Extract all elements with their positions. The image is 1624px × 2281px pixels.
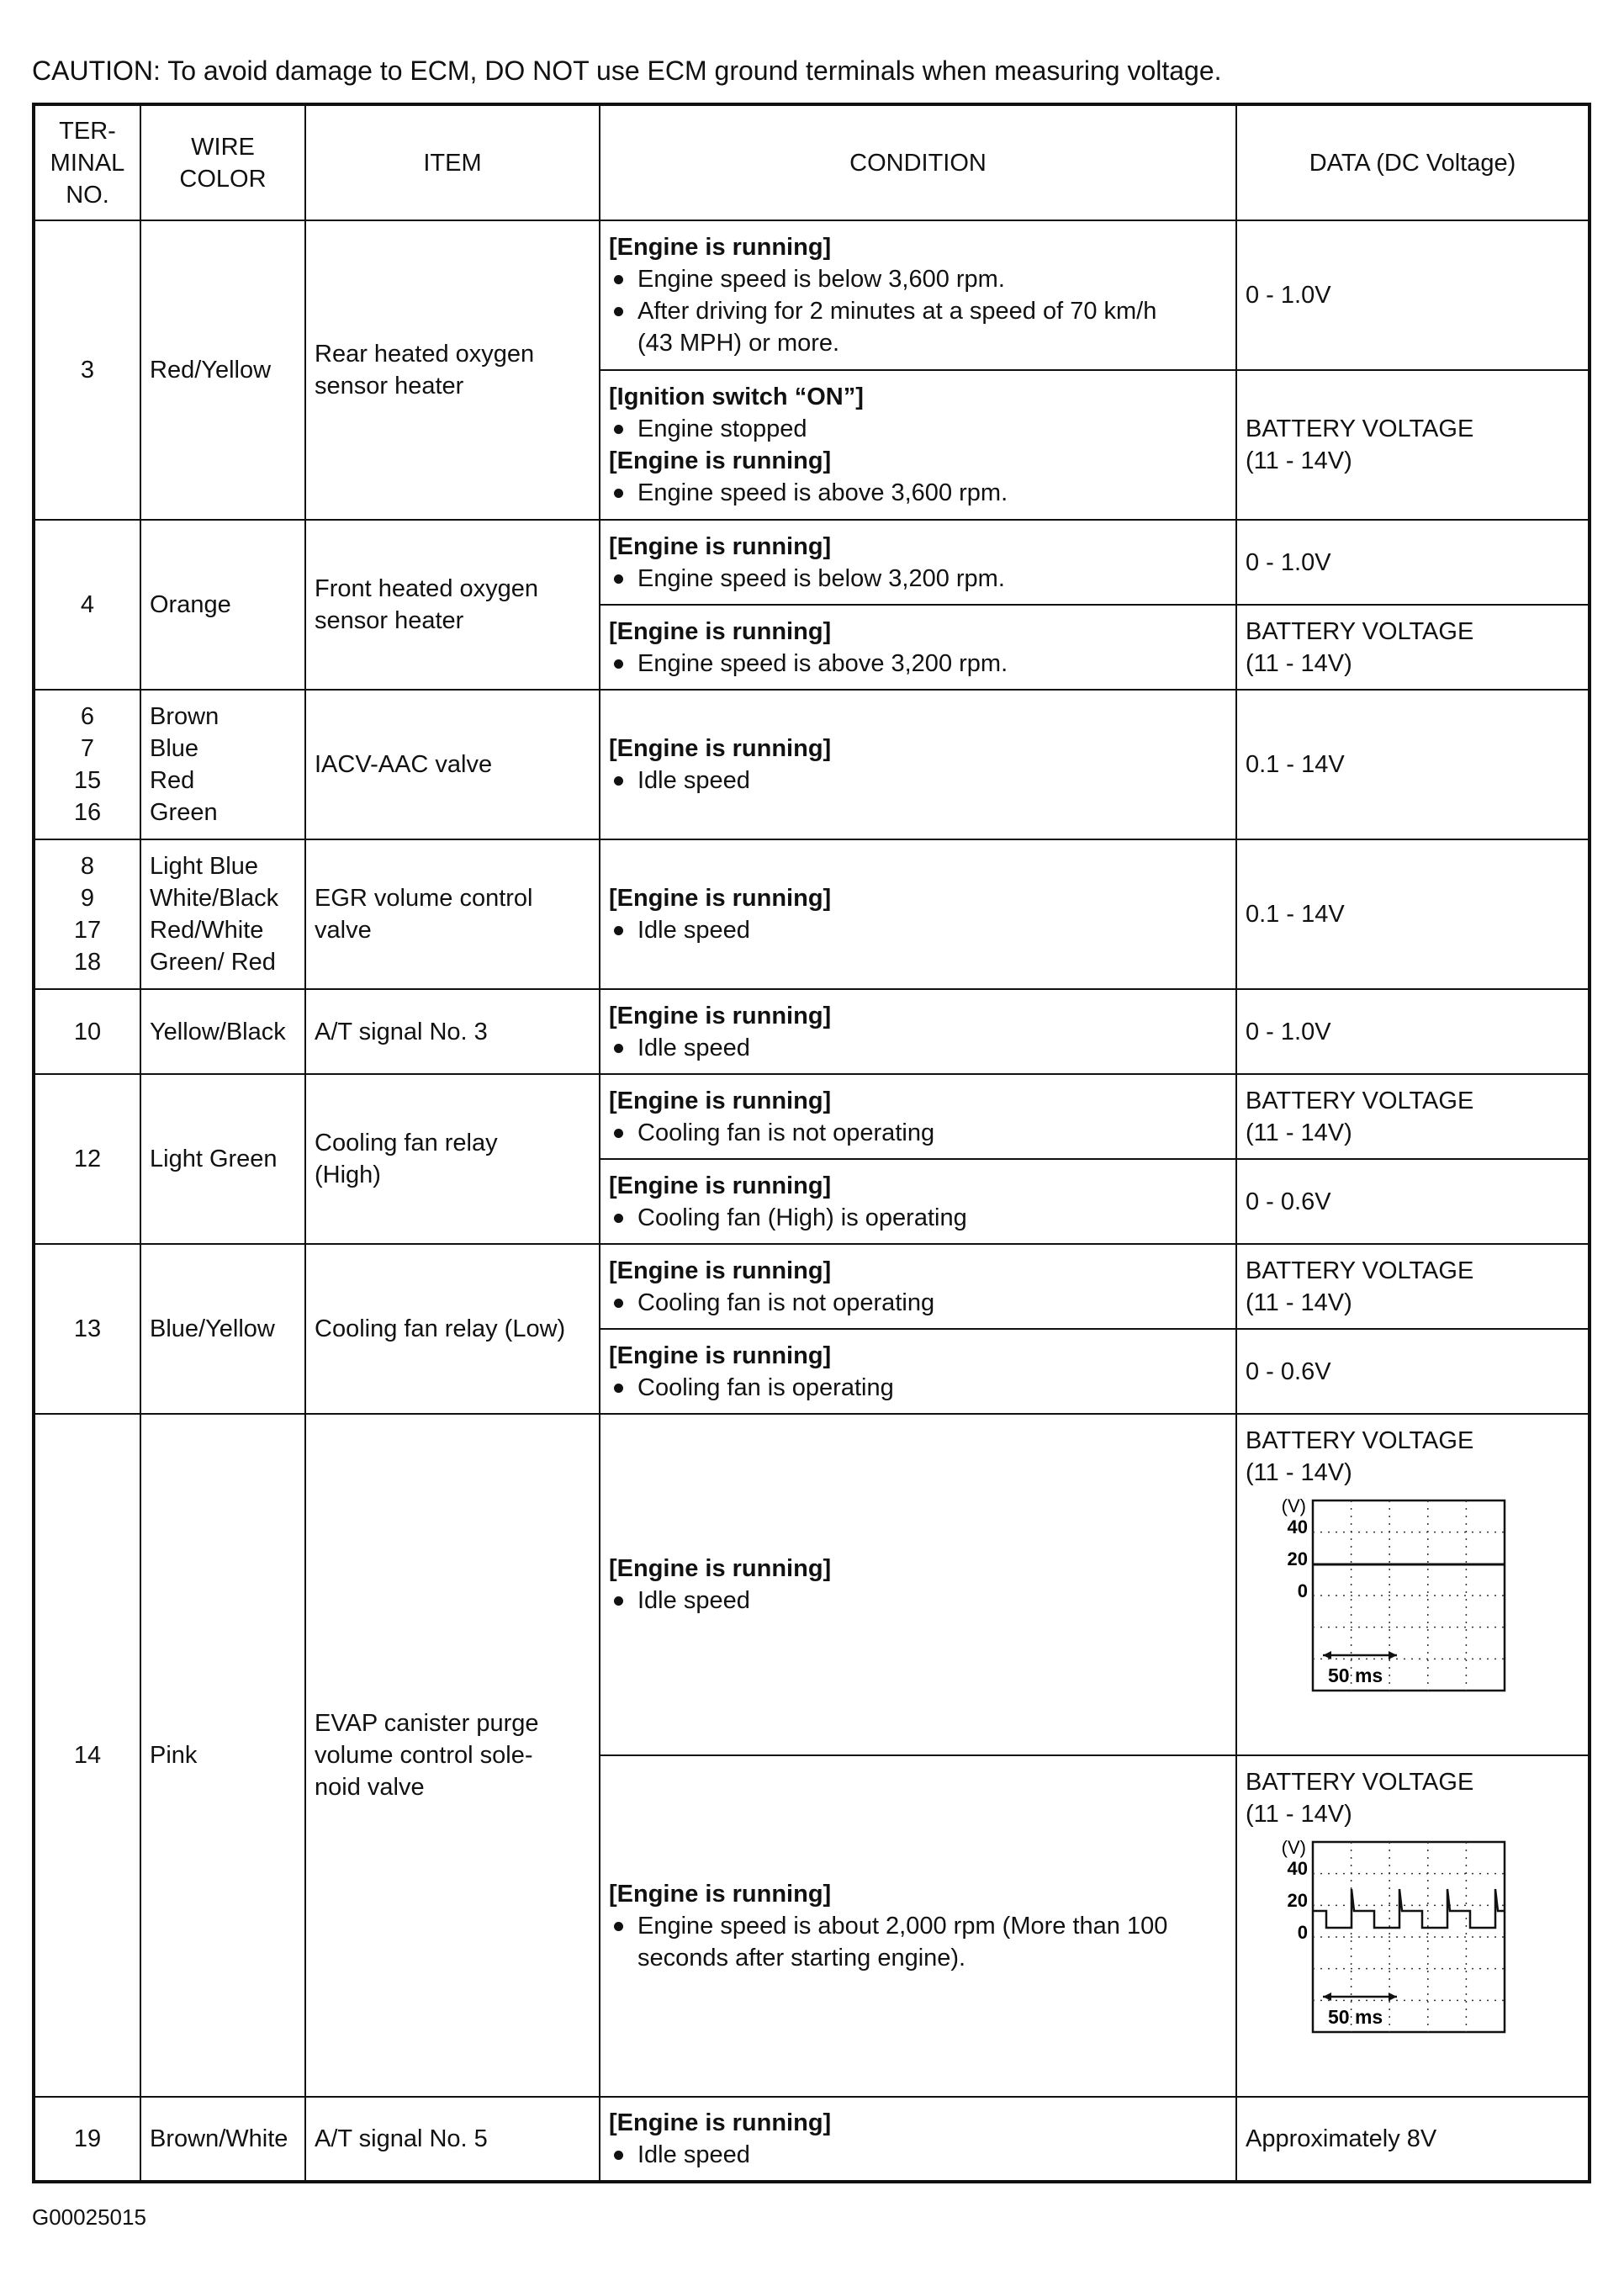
item-line: Front heated oxygen bbox=[315, 575, 539, 602]
terminal-number bbox=[34, 520, 140, 690]
condition-line: (43 MPH) or more. bbox=[637, 330, 840, 357]
scope-tick-label: 20 bbox=[1287, 1548, 1308, 1569]
terminal-number bbox=[34, 1074, 140, 1244]
item-line: sensor heater bbox=[315, 607, 464, 634]
condition-line: Idle speed bbox=[609, 914, 1227, 946]
terminal-number bbox=[34, 220, 140, 520]
voltage-value: (11 - 14V) bbox=[1246, 1289, 1352, 1316]
terminal-value: 16 bbox=[73, 799, 102, 826]
voltage-value: (11 - 14V) bbox=[1246, 649, 1352, 677]
table-row bbox=[34, 520, 1590, 605]
condition-cell bbox=[600, 370, 1236, 520]
condition-heading: [Engine is running] bbox=[609, 1087, 832, 1114]
condition-heading: [Engine is running] bbox=[609, 2109, 832, 2136]
item-line: Cooling fan relay (Low) bbox=[315, 1315, 566, 1342]
condition-line: Engine speed is below 3,200 rpm. bbox=[609, 563, 1227, 595]
item-name bbox=[305, 220, 600, 520]
item-line: sensor heater bbox=[315, 373, 464, 400]
scope-tick-label: 40 bbox=[1287, 1858, 1308, 1879]
condition-heading: [Engine is running] bbox=[609, 735, 832, 762]
condition-heading: [Engine is running] bbox=[609, 1555, 832, 1582]
header-data: DATA (DC Voltage) bbox=[1236, 104, 1590, 220]
wire-color bbox=[140, 1414, 305, 2097]
voltage-value: Approximately 8V bbox=[1246, 2125, 1437, 2152]
terminal-number bbox=[34, 2097, 140, 2182]
condition-heading: [Engine is running] bbox=[609, 1881, 832, 1908]
condition-cell bbox=[600, 1244, 1236, 1329]
data-voltage bbox=[1236, 1414, 1590, 1755]
item-name bbox=[305, 520, 600, 690]
condition-heading: [Ignition switch “ON”] bbox=[609, 384, 864, 410]
item-name bbox=[305, 1074, 600, 1244]
terminal-value: 14 bbox=[73, 1742, 102, 1769]
data-voltage bbox=[1236, 989, 1590, 1074]
voltage-value: BATTERY VOLTAGE bbox=[1246, 1427, 1474, 1454]
voltage-value: (11 - 14V) bbox=[1246, 1801, 1352, 1828]
terminal-value: 13 bbox=[73, 1315, 102, 1342]
voltage-value: (11 - 14V) bbox=[1246, 1459, 1352, 1486]
ecm-terminal-table bbox=[32, 103, 1591, 2183]
wire-color bbox=[140, 2097, 305, 2182]
data-voltage bbox=[1236, 370, 1590, 520]
scope-timebase-label: 50 ms bbox=[1328, 1664, 1383, 1686]
condition-cell bbox=[600, 1329, 1236, 1414]
condition-line: seconds after starting engine). bbox=[637, 1945, 966, 1971]
wire-color-value: Orange bbox=[150, 591, 231, 618]
condition-heading: [Engine is running] bbox=[609, 885, 832, 912]
condition-line: Idle speed bbox=[609, 1032, 1227, 1064]
voltage-value: 0 - 0.6V bbox=[1246, 1188, 1331, 1215]
item-name bbox=[305, 1414, 600, 2097]
item-line: Rear heated oxygen bbox=[315, 341, 535, 368]
condition-cell bbox=[600, 690, 1236, 839]
wire-color bbox=[140, 1244, 305, 1414]
data-voltage bbox=[1236, 1329, 1590, 1414]
condition-cell bbox=[600, 989, 1236, 1074]
header-condition: CONDITION bbox=[600, 104, 1236, 220]
condition-line: Idle speed bbox=[609, 1585, 1227, 1617]
item-line: Cooling fan relay bbox=[315, 1130, 498, 1156]
wire-color-value: Green bbox=[150, 799, 218, 826]
condition-line: Engine stopped bbox=[609, 413, 1227, 445]
oscilloscope-waveform bbox=[1256, 1837, 1508, 2037]
item-name bbox=[305, 1244, 600, 1414]
caution-note: CAUTION: To avoid damage to ECM, DO NOT use ECM ground terminals when measuring voltage. bbox=[32, 56, 1222, 86]
condition-cell bbox=[600, 605, 1236, 690]
voltage-value: 0.1 - 14V bbox=[1246, 901, 1345, 928]
terminal-value: 6 bbox=[80, 703, 95, 730]
condition-heading: [Engine is running] bbox=[609, 447, 832, 474]
condition-cell bbox=[600, 1414, 1236, 1755]
condition-cell bbox=[600, 520, 1236, 605]
condition-line: Engine speed is below 3,600 rpm. bbox=[609, 263, 1227, 295]
data-voltage bbox=[1236, 520, 1590, 605]
condition-line: After driving for 2 minutes at a speed of 70 km/h bbox=[609, 295, 1227, 327]
table-body bbox=[34, 220, 1590, 2182]
scope-timebase-label: 50 ms bbox=[1328, 2006, 1383, 2028]
voltage-value: BATTERY VOLTAGE bbox=[1246, 1257, 1474, 1284]
terminal-value: 4 bbox=[80, 591, 95, 618]
terminal-value: 12 bbox=[73, 1146, 102, 1172]
data-voltage bbox=[1236, 220, 1590, 370]
item-line: A/T signal No. 3 bbox=[315, 1018, 488, 1045]
wire-color-value: Blue/Yellow bbox=[150, 1315, 275, 1342]
item-line: noid valve bbox=[315, 1774, 425, 1801]
condition-line: Cooling fan is operating bbox=[609, 1372, 1227, 1404]
terminal-number bbox=[34, 1414, 140, 2097]
wire-color-value: Red/Yellow bbox=[150, 357, 272, 384]
scope-tick-label: 40 bbox=[1287, 1516, 1308, 1537]
terminal-value: 3 bbox=[80, 357, 95, 384]
data-voltage bbox=[1236, 2097, 1590, 2182]
terminal-number bbox=[34, 839, 140, 989]
condition-cell bbox=[600, 1159, 1236, 1244]
condition-heading: [Engine is running] bbox=[609, 234, 832, 261]
voltage-value: (11 - 14V) bbox=[1246, 447, 1352, 474]
scope-unit: (V) bbox=[1281, 1837, 1306, 1858]
wire-color-value: Brown bbox=[150, 703, 220, 730]
item-line: A/T signal No. 5 bbox=[315, 2125, 488, 2152]
item-name bbox=[305, 690, 600, 839]
table-row bbox=[34, 2097, 1590, 2182]
item-name bbox=[305, 2097, 600, 2182]
voltage-value: 0.1 - 14V bbox=[1246, 751, 1345, 778]
condition-cell bbox=[600, 839, 1236, 989]
terminal-number bbox=[34, 1244, 140, 1414]
wire-color bbox=[140, 989, 305, 1074]
data-voltage bbox=[1236, 690, 1590, 839]
wire-color-value: White/Black bbox=[150, 885, 279, 912]
terminal-value: 19 bbox=[73, 2125, 102, 2152]
terminal-value: 8 bbox=[80, 853, 95, 880]
table-row bbox=[34, 1074, 1590, 1159]
wire-color-value: Green/ Red bbox=[150, 949, 276, 976]
wire-color bbox=[140, 690, 305, 839]
item-line: EVAP canister purge bbox=[315, 1710, 539, 1737]
data-voltage bbox=[1236, 1074, 1590, 1159]
condition-cell bbox=[600, 1074, 1236, 1159]
condition-line: Idle speed bbox=[609, 765, 1227, 796]
voltage-value: (11 - 14V) bbox=[1246, 1119, 1352, 1146]
condition-heading: [Engine is running] bbox=[609, 1172, 832, 1199]
item-line: IACV-AAC valve bbox=[315, 751, 493, 778]
header-terminal-no: TER- MINAL NO. bbox=[34, 104, 140, 220]
condition-line: Idle speed bbox=[609, 2139, 1227, 2171]
scope-tick-label: 0 bbox=[1297, 1580, 1308, 1601]
condition-heading: [Engine is running] bbox=[609, 532, 832, 560]
voltage-value: 0 - 0.6V bbox=[1246, 1357, 1331, 1385]
terminal-value: 9 bbox=[80, 885, 95, 912]
terminal-number bbox=[34, 989, 140, 1074]
wire-color bbox=[140, 220, 305, 520]
table-row bbox=[34, 989, 1590, 1074]
table-row bbox=[34, 1244, 1590, 1329]
terminal-value: 10 bbox=[73, 1018, 102, 1045]
condition-line: Cooling fan is not operating bbox=[609, 1287, 1227, 1319]
terminal-value: 18 bbox=[73, 949, 102, 976]
table-row bbox=[34, 220, 1590, 370]
oscilloscope-waveform bbox=[1256, 1495, 1508, 1696]
condition-heading: [Engine is running] bbox=[609, 1257, 832, 1284]
condition-line: Cooling fan (High) is operating bbox=[609, 1202, 1227, 1234]
wire-color-value: Red/White bbox=[150, 917, 264, 944]
figure-code: G00025015 bbox=[32, 2204, 146, 2230]
wire-color bbox=[140, 520, 305, 690]
item-line: EGR volume control bbox=[315, 885, 533, 912]
item-line: valve bbox=[315, 917, 372, 944]
wire-color-value: Yellow/Black bbox=[150, 1018, 286, 1045]
terminal-value: 7 bbox=[80, 735, 95, 762]
wire-color-value: Light Blue bbox=[150, 853, 258, 880]
scope-frame bbox=[1313, 1500, 1505, 1691]
header-row bbox=[34, 104, 1590, 220]
data-voltage bbox=[1236, 605, 1590, 690]
condition-line: Engine speed is above 3,200 rpm. bbox=[609, 648, 1227, 680]
wire-color bbox=[140, 1074, 305, 1244]
condition-line: Engine speed is about 2,000 rpm (More than 100 bbox=[609, 1910, 1227, 1942]
data-voltage bbox=[1236, 839, 1590, 989]
data-voltage bbox=[1236, 1159, 1590, 1244]
terminal-value: 15 bbox=[73, 767, 102, 794]
item-line: volume control sole- bbox=[315, 1742, 533, 1769]
condition-heading: [Engine is running] bbox=[609, 1002, 832, 1029]
voltage-value: BATTERY VOLTAGE bbox=[1246, 415, 1474, 442]
table-row bbox=[34, 1414, 1590, 1755]
wire-color-value: Light Green bbox=[150, 1146, 278, 1172]
scope-unit: (V) bbox=[1281, 1495, 1306, 1516]
condition-heading: [Engine is running] bbox=[609, 617, 832, 645]
header-wire-color: WIRE COLOR bbox=[140, 104, 305, 220]
condition-heading: [Engine is running] bbox=[609, 1342, 832, 1369]
voltage-value: BATTERY VOLTAGE bbox=[1246, 1769, 1474, 1796]
voltage-value: 0 - 1.0V bbox=[1246, 548, 1331, 576]
condition-cell bbox=[600, 220, 1236, 370]
voltage-value: 0 - 1.0V bbox=[1246, 1018, 1331, 1045]
data-voltage bbox=[1236, 1755, 1590, 2097]
condition-cell bbox=[600, 2097, 1236, 2182]
header-item: ITEM bbox=[305, 104, 600, 220]
item-name bbox=[305, 989, 600, 1074]
wire-color-value: Blue bbox=[150, 735, 199, 762]
scope-frame bbox=[1313, 1842, 1505, 2032]
voltage-value: BATTERY VOLTAGE bbox=[1246, 617, 1474, 645]
item-name bbox=[305, 839, 600, 989]
wire-color bbox=[140, 839, 305, 989]
wire-color-value: Pink bbox=[150, 1742, 198, 1769]
data-voltage bbox=[1236, 1244, 1590, 1329]
condition-line: Cooling fan is not operating bbox=[609, 1117, 1227, 1149]
table-row bbox=[34, 839, 1590, 989]
table-row bbox=[34, 690, 1590, 839]
scope-trace bbox=[1313, 1889, 1505, 1928]
voltage-value: BATTERY VOLTAGE bbox=[1246, 1087, 1474, 1114]
terminal-number bbox=[34, 690, 140, 839]
item-line: (High) bbox=[315, 1162, 381, 1188]
condition-cell bbox=[600, 1755, 1236, 2097]
terminal-value: 17 bbox=[73, 917, 102, 944]
wire-color-value: Brown/White bbox=[150, 2125, 288, 2152]
voltage-value: 0 - 1.0V bbox=[1246, 282, 1331, 309]
scope-tick-label: 0 bbox=[1297, 1922, 1308, 1943]
condition-line: Engine speed is above 3,600 rpm. bbox=[609, 477, 1227, 509]
scope-tick-label: 20 bbox=[1287, 1890, 1308, 1911]
wire-color-value: Red bbox=[150, 767, 195, 794]
